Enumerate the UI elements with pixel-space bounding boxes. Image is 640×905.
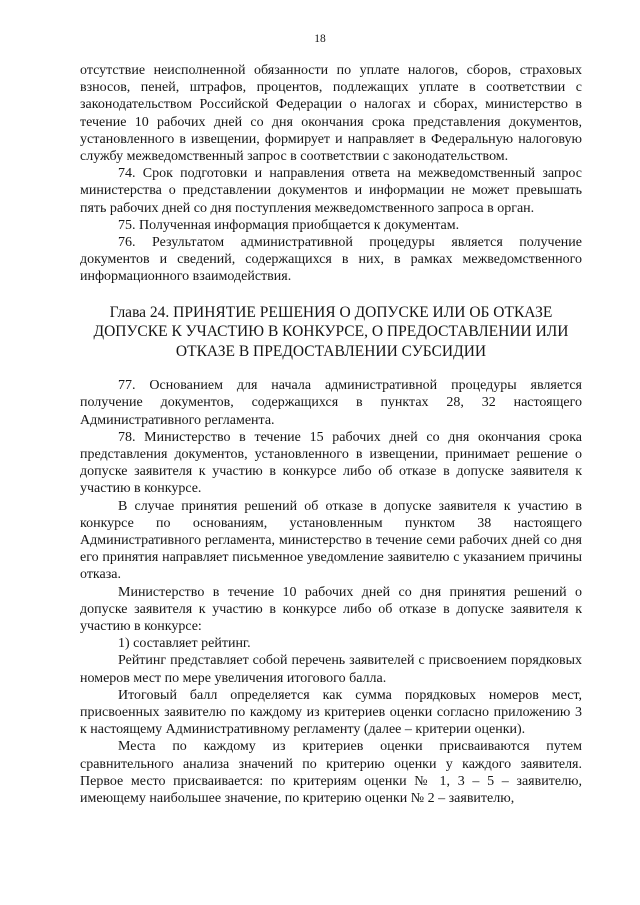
page-number: 18	[314, 33, 326, 45]
paragraph-76: 76. Результатом административной процедуры является получение документов и сведений, содержащихся в них, в рамках межведомственного информационного взаимодействия.	[80, 235, 582, 285]
paragraph-74: 74. Срок подготовки и направления ответа на межведомственный запрос министерства о представлении документов и информации не может превышать пять рабочих дней со дня поступления межведомственного запроса в орган.	[80, 166, 582, 216]
paragraph-rating-definition: Рейтинг представляет собой перечень заявителей с присвоением порядковых номеров мест по мере увеличения итогового балла.	[80, 653, 582, 686]
chapter-title: Глава 24. ПРИНЯТИЕ РЕШЕНИЯ О ДОПУСКЕ ИЛИ ОБ ОТКАЗЕ ДОПУСКЕ К УЧАСТИЮ В КОНКУРСЕ, О ПРЕДОСТАВЛЕНИИ ИЛИ ОТКАЗЕ В ПРЕДОСТАВЛЕНИИ СУБСИДИИ	[93, 303, 569, 360]
document-body	[80, 62, 582, 807]
paragraph-ministry-actions: Министерство в течение 10 рабочих дней со дня принятия решений о допуске заявителя к участию в конкурсе либо об отказе в допуске заявителя к участию в конкурсе:	[80, 584, 582, 634]
paragraph-75: 75. Полученная информация приобщается к документам.	[118, 217, 460, 233]
paragraph-total-score: Итоговый балл определяется как сумма порядковых номеров мест, присвоенных заявителю по каждому из критериев оценки согласно приложению 3 к настоящему Административному регламенту (далее – критерии оценки).	[80, 687, 582, 738]
paragraph-78: 78. Министерство в течение 15 рабочих дней со дня окончания срока представления документов, установленного в извещении, принимает решение о допуске заявителя к участию в конкурсе либо об отказе в допуске заявителя к участию в конкурсе.	[80, 429, 582, 497]
paragraph-refusal-notice: В случае принятия решений об отказе в допуске заявителя к участию в конкурсе по основаниям, установленным пунктом 38 настоящего Административного регламента, министерство в течение семи рабочих дней со дня его принятия направляет письменное уведомление заявителю с указанием причины отказа.	[80, 498, 582, 583]
list-item-rating: 1) составляет рейтинг.	[118, 636, 251, 652]
paragraph-77: 77. Основанием для начала административной процедуры является получение документов, содержащихся в пунктах 28, 32 настоящего Административного регламента.	[80, 378, 582, 428]
paragraph-place-assignment: Места по каждому из критериев оценки присваиваются путем сравнительного анализа значений по критерию оценки у каждого заявителя. Первое место присваивается: по критериям оценки № 1, 3 – 5 – заявителю, имеющему наибольшее значение, по критерию оценки № 2 – заявителю,	[80, 739, 582, 807]
paragraph-continuation: отсутствие неисполненной обязанности по уплате налогов, сборов, страховых взносов, пеней, штрафов, процентов, подлежащих уплате в соответствии с законодательством Российской Федерации о налогах и сборах, министерство в течение 10 рабочих дней со дня окончания срока представления документов, установленного в извещении, формирует и направляет в Федеральную налоговую службу межведомственный запрос в соответствии с законодательством.	[80, 63, 582, 165]
